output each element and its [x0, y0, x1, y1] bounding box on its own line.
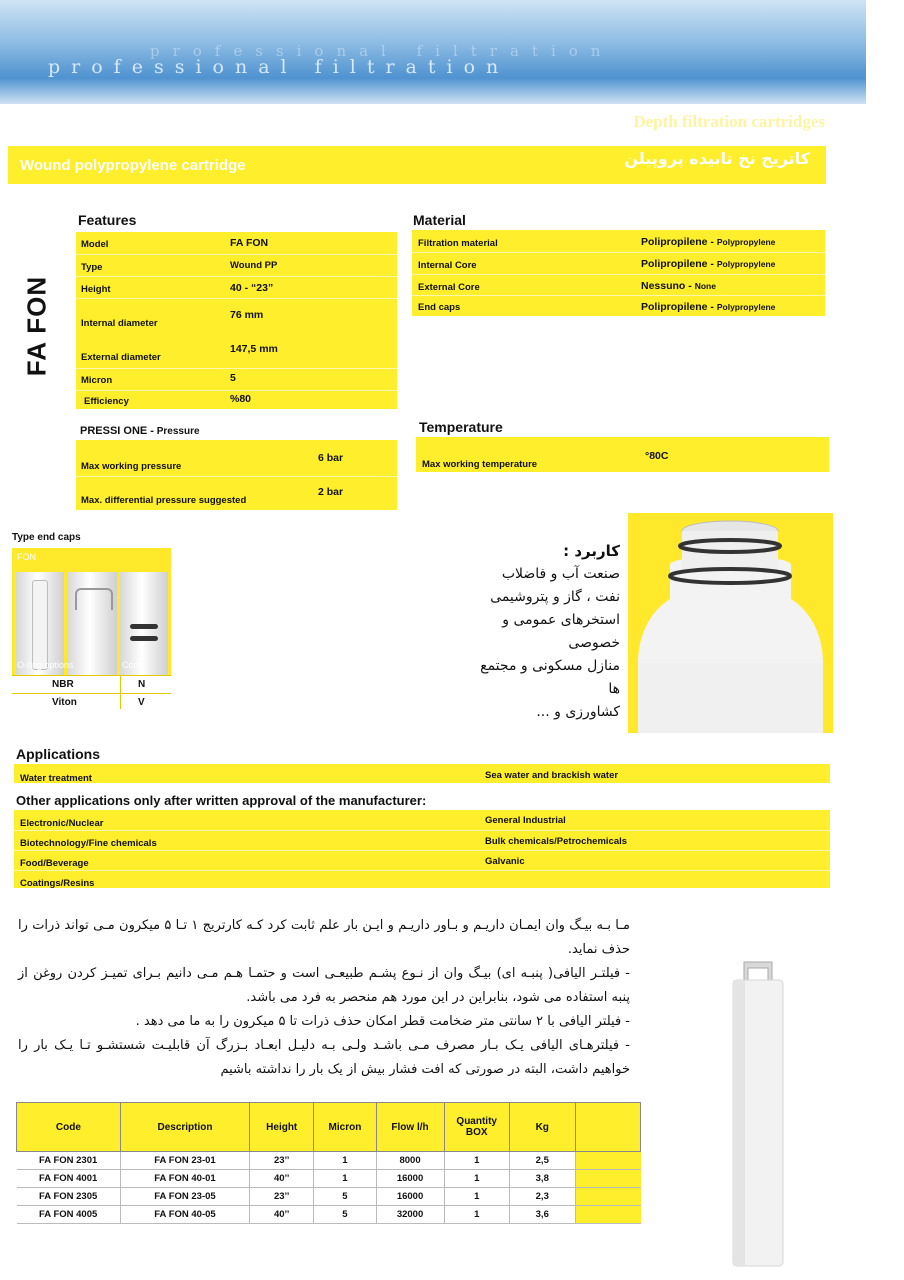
paragraph-line: - فیلترهـای الیافی یـک بـار مصرف مـی باشـد ولـی بـه دلیـل ابعـاد بـزرگ آن قابلیـت شستشـو تـا یـک بار را خواهیم داشت، البته در صورتی که افت فشار بیش از یک بار را نداشته باشیم: [18, 1038, 630, 1077]
features-value-model: FA FON: [230, 237, 269, 249]
material-label-external-core: External Core: [418, 282, 480, 293]
temperature-title: Temperature: [419, 419, 503, 435]
pressure-label-max-working: Max working pressure: [81, 461, 182, 472]
banner-watermark-back: professional filtration: [150, 42, 614, 60]
col-quantity: Quantity BOX: [444, 1103, 509, 1152]
other-apps-title: Other applications only after written approval of the manufacturer:: [16, 793, 427, 808]
material-value-internal-core: Polipropilene - Polypropylene: [641, 258, 776, 270]
col-micron: Micron: [314, 1103, 376, 1152]
product-code-vertical: [20, 260, 54, 392]
fon-label: FON: [17, 552, 36, 562]
features-label-internal-diameter: Internal diameter: [81, 318, 158, 329]
pressure-label-max-differential: Max. differential pressure suggested: [81, 495, 247, 506]
material-value-filtration: Polipropilene - Polypropylene: [641, 236, 776, 248]
code-header: Code: [122, 660, 144, 670]
features-label-efficiency: Efficiency: [84, 396, 129, 407]
usage-list-fa: [470, 540, 620, 724]
table-row: FA FON 2301 FA FON 23-01 23’’ 1 8000 1 2,5: [17, 1152, 641, 1170]
description-paragraph-fa: [18, 914, 630, 1082]
features-label-height: Height: [81, 284, 111, 295]
material-label-filtration: Filtration material: [418, 238, 498, 249]
features-value-internal-diameter: 76 mm: [230, 309, 264, 321]
other-app-left: Electronic/Nuclear: [20, 818, 104, 829]
other-app-right: General Industrial: [485, 815, 566, 826]
tall-cartridge-image: [730, 958, 786, 1268]
features-value-efficiency: %80: [230, 393, 252, 405]
paragraph-line: مـا بـه بیـگ وان ایمـان داریـم و بـاور داریـم و ایـن بار علم ثابت کرد کـه کارتریج ۱ تـا ۵ میکرون مـی تواند ذرات را حذف نماید.: [18, 918, 630, 957]
end-caps-box: [12, 548, 171, 708]
app-sea-water: Sea water and brackish water: [485, 770, 619, 781]
table-row: FA FON 2305 FA FON 23-05 23’’ 5 16000 1 2,3: [17, 1188, 641, 1206]
material-value-end-caps: Polipropilene - Polypropylene: [641, 301, 776, 313]
app-water-treatment: Water treatment: [20, 773, 92, 784]
oring-row: Viton V: [12, 693, 171, 712]
features-value-height: 40 - “23”: [230, 282, 274, 294]
other-app-right: Galvanic: [485, 856, 525, 867]
other-app-left: Food/Beverage: [20, 858, 89, 869]
col-flow: Flow l/h: [376, 1103, 444, 1152]
spec-header-row: [17, 1103, 641, 1152]
table-row: FA FON 4001 FA FON 40-01 40’’ 1 16000 1 3,8: [17, 1170, 641, 1188]
header-banner: [0, 0, 866, 104]
features-value-external-diameter: 147,5 mm: [230, 343, 278, 355]
table-row: FA FON 4005 FA FON 40-05 40’’ 5 32000 1 3,6: [17, 1206, 641, 1224]
paragraph-line: - فیلتـر الیافی( پنبـه ای) بیـگ وان از نـوع پشـم طبیعـی است و حتمـا هـم مـی دانیم بـرای تمیـز کردن روغن از پنبه استفاده می شود، بنابراین در این مورد هم منحصر به فرد می باشد.: [18, 966, 630, 1005]
features-value-type: Wound PP: [230, 260, 278, 271]
features-label-micron: Micron: [81, 375, 113, 386]
other-apps-table: [14, 810, 830, 888]
col-blank: [575, 1103, 640, 1152]
pressure-title-b: Pressure: [156, 426, 200, 437]
depth-filtration-title: Depth filtration cartridges: [633, 112, 825, 131]
pressure-value-max-differential: 2 bar: [318, 486, 344, 498]
usage-line: نفت ، گاز و پتروشیمی: [490, 589, 620, 605]
features-value-micron: 5: [230, 372, 236, 384]
product-code-label: FA FON: [21, 275, 52, 377]
title-fa: کاتریج نخ تابیده پروپیلن: [624, 149, 810, 168]
spec-table: [16, 1102, 641, 1224]
paragraph-line: - فیلتر الیافی با ۲ سانتی متر ضخامت قطر امکان حذف ذرات تا ۵ میکرون را به ما می دهد .: [135, 1014, 630, 1029]
other-app-left: Biotechnology/Fine chemicals: [20, 838, 157, 849]
other-app-left: Coatings/Resins: [20, 878, 95, 889]
oring-row: NBR N: [12, 675, 171, 694]
features-label-external-diameter: External diameter: [81, 352, 161, 363]
col-height: Height: [250, 1103, 314, 1152]
handle-cap-thumb-icon: [67, 572, 117, 676]
temperature-value: °80C: [645, 450, 669, 462]
material-title: Material: [413, 212, 466, 228]
title-en: Wound polypropylene cartridge: [20, 157, 246, 174]
usage-line: صنعت آب و فاضلاب: [501, 566, 620, 582]
material-value-external-core: Nessuno - None: [641, 280, 716, 292]
pressure-title: [80, 425, 200, 437]
pressure-title-a: PRESSI ONE -: [80, 425, 154, 437]
end-caps-title: Type end caps: [12, 532, 81, 543]
features-label-model: Model: [81, 239, 109, 250]
temperature-label: Max working temperature: [422, 459, 538, 470]
features-title: Features: [78, 212, 137, 228]
col-kg: Kg: [509, 1103, 575, 1152]
usage-title: کاربرد :: [563, 542, 620, 560]
other-app-right: Bulk chemicals/Petrochemicals: [485, 836, 628, 847]
material-label-internal-core: Internal Core: [418, 260, 477, 271]
usage-line: منازل مسکونی و مجتمع ها: [480, 658, 620, 697]
col-code: Code: [17, 1103, 121, 1152]
usage-line: استخرهای عمومی و خصوصی: [502, 612, 620, 651]
material-label-end-caps: End caps: [418, 302, 461, 313]
features-label-type: Type: [81, 262, 103, 273]
oring-options-header: O-ring options: [17, 660, 74, 670]
applications-title: Applications: [16, 746, 101, 762]
pressure-value-max-working: 6 bar: [318, 452, 344, 464]
col-description: Description: [120, 1103, 249, 1152]
usage-line: کشاورزی و ...: [536, 704, 620, 720]
banner-watermark-front: professional filtration: [48, 56, 510, 78]
applications-row: [14, 764, 830, 783]
cartridge-product-image: [628, 513, 833, 733]
